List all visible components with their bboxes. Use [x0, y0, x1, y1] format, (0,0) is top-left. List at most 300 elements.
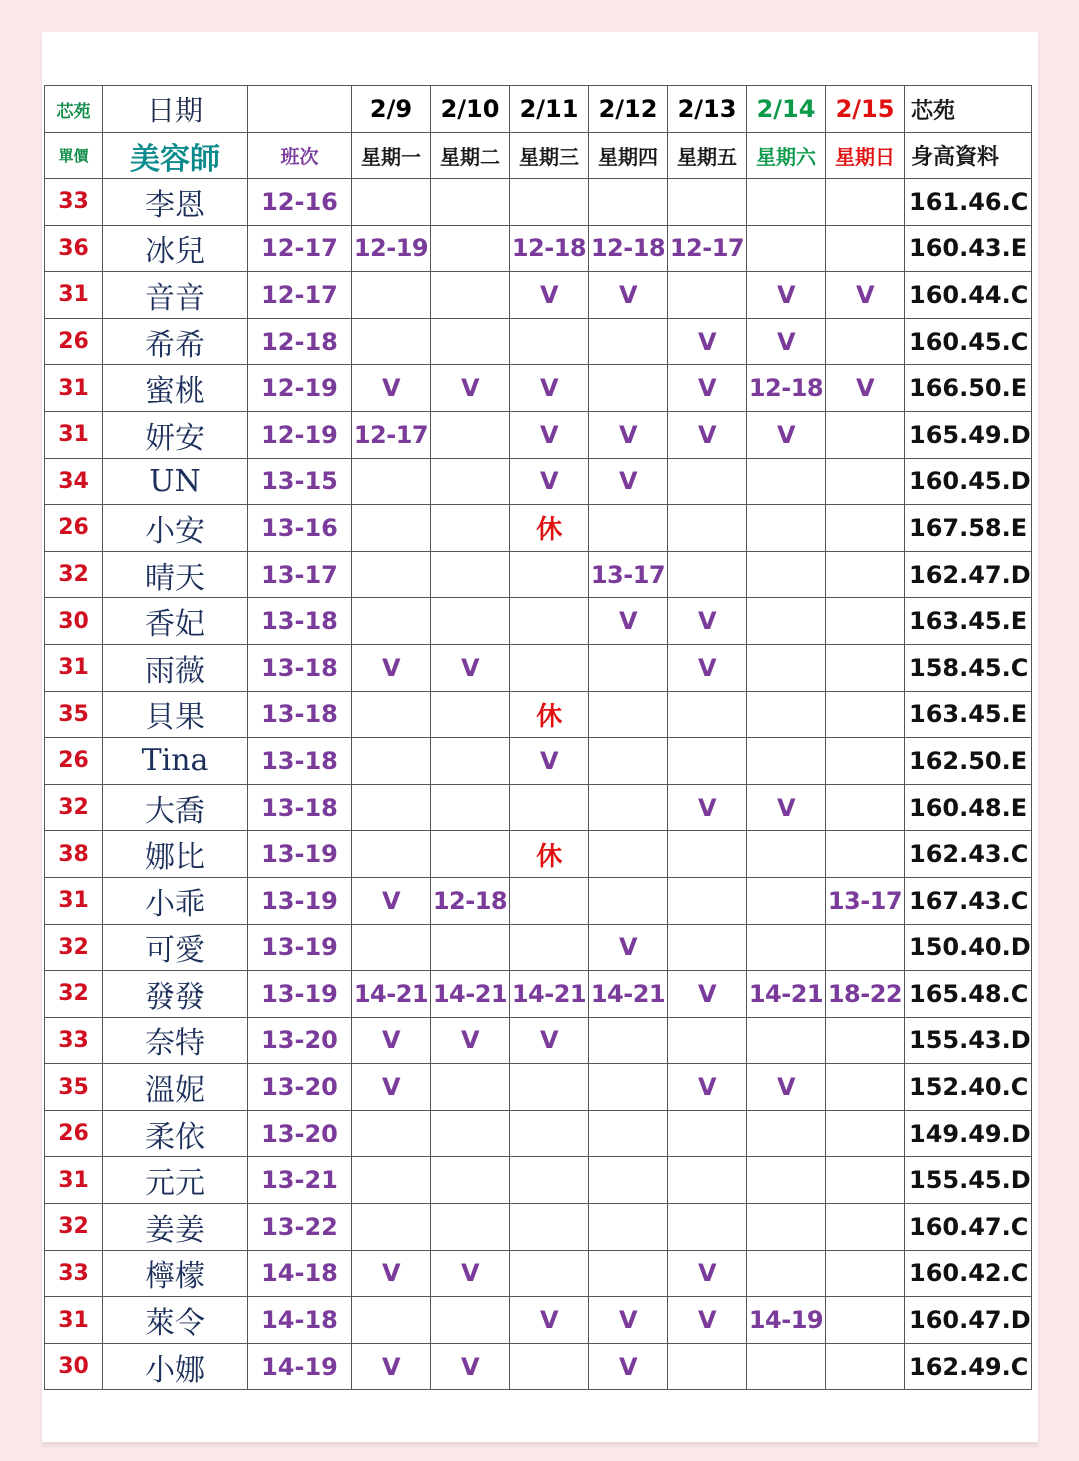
unit-price-cell: 32: [45, 1204, 103, 1251]
height-spec-cell: 162.43.C: [905, 831, 1032, 878]
shift-cell: 13-20: [248, 1017, 352, 1064]
day-schedule-cell: 13-17: [589, 551, 668, 598]
table-row: [45, 877, 1032, 924]
staff-label: 美容師: [103, 133, 248, 179]
shift-cell: 14-18: [248, 1297, 352, 1344]
shift-cell: 13-21: [248, 1157, 352, 1204]
day-schedule-cell: [431, 411, 510, 458]
date-sat: 2/14: [747, 86, 826, 133]
day-schedule-cell: V: [668, 411, 747, 458]
day-schedule-cell: 12-18: [589, 225, 668, 272]
date-tue: 2/10: [431, 86, 510, 133]
unit-price-cell: 32: [45, 971, 103, 1018]
height-spec-cell: 162.47.D: [905, 551, 1032, 598]
weekday-tue: 星期二: [431, 133, 510, 179]
day-schedule-cell: [589, 1017, 668, 1064]
header-empty-cell: [248, 86, 352, 133]
height-spec-cell: 162.50.E: [905, 738, 1032, 785]
staff-name-cell: 娜比: [103, 831, 248, 878]
height-spec-cell: 163.45.E: [905, 598, 1032, 645]
day-schedule-cell: V: [352, 1017, 431, 1064]
date-sun: 2/15: [826, 86, 905, 133]
day-schedule-cell: [589, 738, 668, 785]
day-schedule-cell: [589, 691, 668, 738]
day-schedule-cell: V: [431, 1343, 510, 1390]
day-schedule-cell: V: [668, 644, 747, 691]
day-schedule-cell: V: [431, 1017, 510, 1064]
table-row: [45, 1017, 1032, 1064]
shift-cell: 12-19: [248, 365, 352, 412]
day-schedule-cell: 14-21: [352, 971, 431, 1018]
day-schedule-cell: [352, 551, 431, 598]
day-schedule-cell: [826, 411, 905, 458]
day-schedule-cell: [826, 318, 905, 365]
staff-name-cell: 元元: [103, 1157, 248, 1204]
day-schedule-cell: V: [747, 1064, 826, 1111]
day-schedule-cell: [747, 1157, 826, 1204]
day-schedule-cell: [826, 1157, 905, 1204]
day-schedule-cell: [826, 738, 905, 785]
day-schedule-cell: [431, 1110, 510, 1157]
height-spec-cell: 160.43.E: [905, 225, 1032, 272]
day-schedule-cell: [352, 1110, 431, 1157]
staff-name-cell: 冰兒: [103, 225, 248, 272]
day-schedule-cell: 14-19: [747, 1297, 826, 1344]
day-schedule-cell: [747, 598, 826, 645]
day-schedule-cell: [352, 784, 431, 831]
day-schedule-cell: [668, 877, 747, 924]
table-row: [45, 971, 1032, 1018]
date-wed: 2/11: [510, 86, 589, 133]
table-row: [45, 411, 1032, 458]
header-row-dates: [45, 86, 1032, 133]
day-schedule-cell: V: [431, 365, 510, 412]
table-row: [45, 738, 1032, 785]
day-schedule-cell: [668, 738, 747, 785]
day-schedule-cell: [510, 1157, 589, 1204]
day-schedule-cell: 13-17: [826, 877, 905, 924]
height-spec-cell: 155.45.D: [905, 1157, 1032, 1204]
day-schedule-cell: [589, 1204, 668, 1251]
day-schedule-cell: [826, 458, 905, 505]
brand-right: 芯苑: [905, 86, 1032, 133]
staff-name-cell: 柔依: [103, 1110, 248, 1157]
day-schedule-cell: [747, 924, 826, 971]
day-schedule-cell: V: [352, 1250, 431, 1297]
day-schedule-cell: [352, 505, 431, 552]
day-schedule-cell: [747, 551, 826, 598]
day-schedule-cell: [747, 1250, 826, 1297]
unit-price-cell: 31: [45, 1297, 103, 1344]
day-schedule-cell: 12-19: [352, 225, 431, 272]
day-schedule-cell: [589, 179, 668, 226]
day-schedule-cell: V: [510, 1017, 589, 1064]
height-spec-cell: 163.45.E: [905, 691, 1032, 738]
day-schedule-cell: [431, 1297, 510, 1344]
staff-name-cell: 蜜桃: [103, 365, 248, 412]
day-schedule-cell: [352, 924, 431, 971]
day-schedule-cell: [431, 458, 510, 505]
day-schedule-cell: [431, 179, 510, 226]
height-spec-cell: 155.43.D: [905, 1017, 1032, 1064]
staff-name-cell: 雨薇: [103, 644, 248, 691]
staff-name-cell: 妍安: [103, 411, 248, 458]
day-schedule-cell: V: [668, 784, 747, 831]
day-schedule-cell: [747, 1204, 826, 1251]
day-schedule-cell: V: [668, 598, 747, 645]
day-schedule-cell: V: [510, 738, 589, 785]
unit-price-label: 單價: [45, 133, 103, 179]
day-schedule-cell: [826, 225, 905, 272]
height-spec-cell: 160.45.D: [905, 458, 1032, 505]
height-spec-cell: 161.46.C: [905, 179, 1032, 226]
shift-cell: 13-18: [248, 598, 352, 645]
staff-name-cell: 萊令: [103, 1297, 248, 1344]
schedule-table: [44, 85, 1032, 1390]
table-row: [45, 1157, 1032, 1204]
shift-cell: 12-17: [248, 272, 352, 319]
day-schedule-cell: [352, 831, 431, 878]
day-schedule-cell: [510, 598, 589, 645]
day-schedule-cell: [747, 1110, 826, 1157]
day-schedule-cell: V: [589, 598, 668, 645]
table-row: [45, 831, 1032, 878]
shift-cell: 13-16: [248, 505, 352, 552]
day-schedule-cell: [352, 1157, 431, 1204]
schedule-sheet: [42, 32, 1038, 1442]
day-schedule-cell: [747, 1017, 826, 1064]
day-schedule-cell: [668, 551, 747, 598]
staff-name-cell: 溫妮: [103, 1064, 248, 1111]
day-schedule-cell: V: [589, 272, 668, 319]
day-schedule-cell: 12-18: [747, 365, 826, 412]
staff-name-cell: 檸檬: [103, 1250, 248, 1297]
day-schedule-cell: [826, 691, 905, 738]
table-row: [45, 1110, 1032, 1157]
day-schedule-cell: 12-17: [668, 225, 747, 272]
unit-price-cell: 31: [45, 1157, 103, 1204]
staff-name-cell: 希希: [103, 318, 248, 365]
day-schedule-cell: [668, 179, 747, 226]
day-schedule-cell: [352, 179, 431, 226]
day-schedule-cell: [589, 1110, 668, 1157]
day-schedule-cell: [510, 318, 589, 365]
day-schedule-cell: [431, 924, 510, 971]
day-schedule-cell: V: [352, 1343, 431, 1390]
shift-cell: 13-18: [248, 784, 352, 831]
day-schedule-cell: [826, 644, 905, 691]
day-schedule-cell: V: [510, 272, 589, 319]
day-schedule-cell: V: [431, 1250, 510, 1297]
day-schedule-cell: [668, 1017, 747, 1064]
table-row: [45, 272, 1032, 319]
shift-cell: 13-22: [248, 1204, 352, 1251]
day-schedule-cell: [589, 318, 668, 365]
table-row: [45, 551, 1032, 598]
table-row: [45, 1297, 1032, 1344]
table-row: [45, 1064, 1032, 1111]
unit-price-cell: 26: [45, 505, 103, 552]
day-schedule-cell: 14-21: [431, 971, 510, 1018]
unit-price-cell: 30: [45, 1343, 103, 1390]
day-schedule-cell: [352, 598, 431, 645]
shift-cell: 13-18: [248, 738, 352, 785]
day-schedule-cell: [747, 225, 826, 272]
day-schedule-cell: [747, 691, 826, 738]
day-schedule-cell: [826, 1204, 905, 1251]
day-schedule-cell: [589, 877, 668, 924]
staff-name-cell: 發發: [103, 971, 248, 1018]
table-row: [45, 225, 1032, 272]
shift-cell: 13-15: [248, 458, 352, 505]
day-schedule-cell: [747, 644, 826, 691]
unit-price-cell: 32: [45, 551, 103, 598]
date-fri: 2/13: [668, 86, 747, 133]
spec-label: 身高資料: [905, 133, 1032, 179]
table-row: [45, 644, 1032, 691]
unit-price-cell: 31: [45, 411, 103, 458]
day-schedule-cell: V: [668, 318, 747, 365]
shift-label: 班次: [248, 133, 352, 179]
day-schedule-cell: 12-17: [352, 411, 431, 458]
staff-name-cell: 大喬: [103, 784, 248, 831]
day-schedule-cell: V: [352, 644, 431, 691]
day-schedule-cell: [589, 1157, 668, 1204]
height-spec-cell: 167.43.C: [905, 877, 1032, 924]
shift-cell: 13-19: [248, 877, 352, 924]
day-schedule-cell: [510, 1064, 589, 1111]
height-spec-cell: 160.44.C: [905, 272, 1032, 319]
staff-name-cell: 小乖: [103, 877, 248, 924]
height-spec-cell: 149.49.D: [905, 1110, 1032, 1157]
date-thu: 2/12: [589, 86, 668, 133]
day-schedule-cell: [589, 831, 668, 878]
day-schedule-cell: [431, 1204, 510, 1251]
day-schedule-cell: [826, 551, 905, 598]
day-schedule-cell: V: [668, 1297, 747, 1344]
day-schedule-cell: [589, 1250, 668, 1297]
day-schedule-cell: [431, 318, 510, 365]
table-row: [45, 179, 1032, 226]
day-schedule-cell: [747, 831, 826, 878]
day-schedule-cell: [668, 924, 747, 971]
unit-price-cell: 26: [45, 318, 103, 365]
day-schedule-cell: [510, 1250, 589, 1297]
unit-price-cell: 38: [45, 831, 103, 878]
day-schedule-cell: [826, 1297, 905, 1344]
shift-cell: 12-18: [248, 318, 352, 365]
day-schedule-cell: [352, 1204, 431, 1251]
table-row: [45, 784, 1032, 831]
day-schedule-cell: [826, 831, 905, 878]
table-row: [45, 691, 1032, 738]
staff-name-cell: Tina: [103, 738, 248, 785]
day-schedule-cell: [431, 1157, 510, 1204]
staff-name-cell: 音音: [103, 272, 248, 319]
weekday-wed: 星期三: [510, 133, 589, 179]
staff-name-cell: 姜姜: [103, 1204, 248, 1251]
day-schedule-cell: [510, 1110, 589, 1157]
day-schedule-cell: 休: [510, 691, 589, 738]
day-schedule-cell: [510, 877, 589, 924]
day-schedule-cell: [589, 505, 668, 552]
height-spec-cell: 165.48.C: [905, 971, 1032, 1018]
table-row: [45, 1343, 1032, 1390]
day-schedule-cell: [747, 1343, 826, 1390]
day-schedule-cell: [826, 1343, 905, 1390]
table-row: [45, 598, 1032, 645]
staff-name-cell: 香妃: [103, 598, 248, 645]
day-schedule-cell: [589, 644, 668, 691]
day-schedule-cell: [510, 1343, 589, 1390]
day-schedule-cell: V: [668, 971, 747, 1018]
day-schedule-cell: V: [747, 272, 826, 319]
date-label: 日期: [103, 86, 248, 133]
unit-price-cell: 33: [45, 1250, 103, 1297]
height-spec-cell: 162.49.C: [905, 1343, 1032, 1390]
day-schedule-cell: [826, 1017, 905, 1064]
day-schedule-cell: [431, 784, 510, 831]
unit-price-cell: 31: [45, 365, 103, 412]
height-spec-cell: 158.45.C: [905, 644, 1032, 691]
shift-cell: 14-18: [248, 1250, 352, 1297]
day-schedule-cell: [431, 272, 510, 319]
day-schedule-cell: V: [510, 1297, 589, 1344]
height-spec-cell: 165.49.D: [905, 411, 1032, 458]
day-schedule-cell: [668, 505, 747, 552]
height-spec-cell: 160.48.E: [905, 784, 1032, 831]
day-schedule-cell: V: [352, 1064, 431, 1111]
shift-cell: 12-19: [248, 411, 352, 458]
unit-price-cell: 32: [45, 924, 103, 971]
day-schedule-cell: V: [668, 365, 747, 412]
height-spec-cell: 160.42.C: [905, 1250, 1032, 1297]
weekday-thu: 星期四: [589, 133, 668, 179]
day-schedule-cell: [668, 1110, 747, 1157]
day-schedule-cell: [826, 1110, 905, 1157]
day-schedule-cell: [747, 179, 826, 226]
day-schedule-cell: [589, 365, 668, 412]
day-schedule-cell: [668, 1157, 747, 1204]
day-schedule-cell: V: [589, 411, 668, 458]
shift-cell: 13-17: [248, 551, 352, 598]
weekday-sat: 星期六: [747, 133, 826, 179]
day-schedule-cell: V: [747, 411, 826, 458]
height-spec-cell: 152.40.C: [905, 1064, 1032, 1111]
day-schedule-cell: [352, 1297, 431, 1344]
day-schedule-cell: [668, 1343, 747, 1390]
height-spec-cell: 167.58.E: [905, 505, 1032, 552]
day-schedule-cell: [668, 1204, 747, 1251]
unit-price-cell: 31: [45, 272, 103, 319]
unit-price-cell: 31: [45, 644, 103, 691]
day-schedule-cell: V: [352, 877, 431, 924]
unit-price-cell: 31: [45, 877, 103, 924]
day-schedule-cell: [747, 458, 826, 505]
day-schedule-cell: [826, 505, 905, 552]
day-schedule-cell: [510, 551, 589, 598]
day-schedule-cell: [668, 831, 747, 878]
height-spec-cell: 150.40.D: [905, 924, 1032, 971]
day-schedule-cell: V: [510, 458, 589, 505]
day-schedule-cell: V: [589, 1343, 668, 1390]
day-schedule-cell: [510, 1204, 589, 1251]
shift-cell: 13-18: [248, 644, 352, 691]
day-schedule-cell: [668, 272, 747, 319]
height-spec-cell: 160.47.C: [905, 1204, 1032, 1251]
day-schedule-cell: [826, 1064, 905, 1111]
day-schedule-cell: [510, 924, 589, 971]
day-schedule-cell: [431, 505, 510, 552]
weekday-fri: 星期五: [668, 133, 747, 179]
day-schedule-cell: [747, 738, 826, 785]
day-schedule-cell: [352, 458, 431, 505]
staff-name-cell: UN: [103, 458, 248, 505]
weekday-sun: 星期日: [826, 133, 905, 179]
day-schedule-cell: [826, 924, 905, 971]
table-row: [45, 458, 1032, 505]
staff-name-cell: 小安: [103, 505, 248, 552]
day-schedule-cell: 18-22: [826, 971, 905, 1018]
day-schedule-cell: V: [668, 1064, 747, 1111]
shift-cell: 12-17: [248, 225, 352, 272]
day-schedule-cell: [747, 877, 826, 924]
date-mon: 2/9: [352, 86, 431, 133]
shift-cell: 13-18: [248, 691, 352, 738]
day-schedule-cell: 12-18: [431, 877, 510, 924]
unit-price-cell: 34: [45, 458, 103, 505]
day-schedule-cell: V: [589, 924, 668, 971]
shift-cell: 12-16: [248, 179, 352, 226]
height-spec-cell: 166.50.E: [905, 365, 1032, 412]
day-schedule-cell: 12-18: [510, 225, 589, 272]
shift-cell: 14-19: [248, 1343, 352, 1390]
day-schedule-cell: [431, 1064, 510, 1111]
day-schedule-cell: V: [826, 365, 905, 412]
table-row: [45, 318, 1032, 365]
day-schedule-cell: V: [510, 411, 589, 458]
unit-price-cell: 26: [45, 738, 103, 785]
day-schedule-cell: V: [510, 365, 589, 412]
shift-cell: 13-19: [248, 831, 352, 878]
weekday-mon: 星期一: [352, 133, 431, 179]
day-schedule-cell: [589, 784, 668, 831]
unit-price-cell: 32: [45, 784, 103, 831]
day-schedule-cell: [352, 691, 431, 738]
day-schedule-cell: [826, 1250, 905, 1297]
height-spec-cell: 160.45.C: [905, 318, 1032, 365]
day-schedule-cell: V: [668, 1250, 747, 1297]
staff-name-cell: 李恩: [103, 179, 248, 226]
unit-price-cell: 35: [45, 1064, 103, 1111]
staff-name-cell: 貝果: [103, 691, 248, 738]
day-schedule-cell: [431, 738, 510, 785]
shift-cell: 13-20: [248, 1064, 352, 1111]
header-row-weekdays: [45, 133, 1032, 179]
unit-price-cell: 33: [45, 1017, 103, 1064]
day-schedule-cell: [431, 831, 510, 878]
shift-cell: 13-19: [248, 924, 352, 971]
day-schedule-cell: [352, 738, 431, 785]
day-schedule-cell: 休: [510, 831, 589, 878]
day-schedule-cell: [826, 179, 905, 226]
staff-name-cell: 奈特: [103, 1017, 248, 1064]
table-row: [45, 924, 1032, 971]
day-schedule-cell: [431, 225, 510, 272]
brand-left: 芯苑: [45, 86, 103, 133]
unit-price-cell: 35: [45, 691, 103, 738]
day-schedule-cell: [826, 784, 905, 831]
